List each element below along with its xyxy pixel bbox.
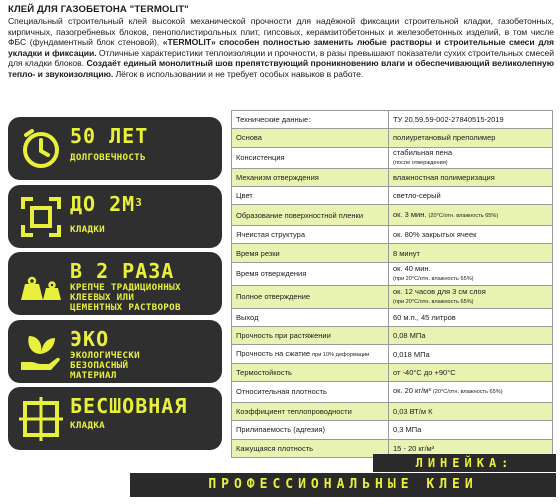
spec-row <box>232 186 553 204</box>
spec-key <box>232 381 389 402</box>
spec-value-text: 8 минут <box>393 248 420 258</box>
spec-key-text: Консистенция <box>236 153 285 163</box>
spec-key <box>232 327 389 345</box>
spec-value <box>389 421 553 439</box>
spec-row <box>232 308 553 326</box>
spec-value-text: ок. 12 часов для 3 см слоя <box>393 286 486 296</box>
spec-key <box>232 205 389 226</box>
card-headline: БЕСШОВНАЯ <box>70 394 188 418</box>
spec-row <box>232 421 553 439</box>
spec-key <box>232 186 389 204</box>
spec-value <box>389 205 553 226</box>
spec-value <box>389 244 553 262</box>
spec-row <box>232 244 553 262</box>
spec-row <box>232 285 553 308</box>
card-headline-sup: 3 <box>135 195 143 209</box>
spec-row <box>232 402 553 420</box>
card-caption-line-2: БЕЗОПАСНЫЙ <box>70 359 129 371</box>
spec-value-text: 0,08 МПа <box>393 331 426 341</box>
spec-value-text: от -40°С до +90°С <box>393 367 456 377</box>
spec-value-text: 0,03 ВТ/м К <box>393 407 433 417</box>
card-caption-line-1: КРЕПЧЕ ТРАДИЦИОННЫХ <box>70 282 181 293</box>
card-caption: ДОЛГОВЕЧНОСТЬ <box>70 152 146 163</box>
spec-key <box>232 363 389 381</box>
spec-value-text: ок. 40 мин. <box>393 263 431 273</box>
spec-key <box>232 226 389 244</box>
spec-key-text: Механизм отверждения <box>236 172 319 182</box>
feature-card-eco <box>8 320 222 383</box>
card-headline: В 2 РАЗА <box>70 259 175 283</box>
card-headline <box>70 193 143 215</box>
spec-header-row <box>232 111 553 129</box>
spec-value <box>389 363 553 381</box>
feature-cards <box>8 117 222 455</box>
card-caption: КЛАДКА <box>70 420 105 431</box>
spec-value-note: (20°C/отн. влажность 65%) <box>432 389 503 396</box>
feature-card-coverage <box>8 185 222 248</box>
spec-key-text: Образование поверхностной пленки <box>236 210 364 220</box>
spec-key <box>232 168 389 186</box>
feature-card-durability <box>8 117 222 180</box>
spec-value-text: 60 м.п., 45 литров <box>393 312 456 322</box>
spec-key <box>232 147 389 168</box>
spec-value <box>389 327 553 345</box>
spec-row <box>232 129 553 147</box>
spec-value-note: (20°C/отн. влажность 65%) <box>428 212 499 219</box>
spec-key <box>232 345 389 363</box>
spec-key <box>232 262 389 285</box>
product-title: КЛЕЙ ДЛЯ ГАЗОБЕТОНА "TERMOLIT" <box>8 4 189 15</box>
feature-card-strength <box>8 252 222 315</box>
spec-row <box>232 345 553 363</box>
spec-row <box>232 205 553 226</box>
seamless-grid-icon <box>17 395 65 443</box>
card-caption-line-3: ЦЕМЕНТНЫХ РАСТВОРОВ <box>70 302 181 313</box>
spec-key-note: при 10% деформации <box>312 351 370 358</box>
banner-line-name: ПРОФЕССИОНАЛЬНЫЕ КЛЕИ <box>130 473 556 497</box>
spec-header-key: Технические данные: <box>232 111 389 129</box>
spec-key-text: Прочность при растяжении <box>236 331 331 341</box>
spec-value-text: ок. 20 кг/м³ <box>393 386 431 396</box>
spec-value <box>389 402 553 420</box>
spec-value <box>389 129 553 147</box>
spec-value <box>389 186 553 204</box>
intro-block <box>8 4 554 80</box>
spec-key <box>232 402 389 420</box>
spec-value <box>389 308 553 326</box>
banner-line-label: ЛИНЕЙКА: <box>373 454 556 472</box>
spec-value-text: ок. 3 мин. <box>393 209 427 219</box>
spec-value-note: (при 20°C/отн. влажность 65%) <box>393 298 474 305</box>
spec-key-text: Ячеистая структура <box>236 230 306 240</box>
spec-key-text: Коэффициент теплопроводности <box>236 407 352 417</box>
spec-value-text: ок. 80% закрытых ячеек <box>393 230 477 240</box>
card-caption: КЛАДКИ <box>70 223 105 235</box>
spec-key <box>232 421 389 439</box>
description-part-4: Создаёт единый монолитный шов препятствующий проникновению влаги и обеспечивающий великолепную тепло- и звукоизоляцию. <box>8 58 554 79</box>
card-caption-line-1: ЭКОЛОГИЧЕСКИ <box>70 349 140 361</box>
feature-card-seamless <box>8 387 222 450</box>
card-caption-line-3: МАТЕРИАЛ <box>70 369 117 381</box>
spec-value-note: (после отверждения) <box>393 159 448 166</box>
spec-value <box>389 262 553 285</box>
spec-value <box>389 381 553 402</box>
weights-icon <box>17 260 65 308</box>
spec-key-text: Термостойкость <box>236 367 292 377</box>
spec-value-text: светло-серый <box>393 191 441 201</box>
card-headline-text: ДО 2М <box>70 191 136 216</box>
eco-hand-icon <box>17 328 65 376</box>
spec-key-text: Время резки <box>236 248 280 258</box>
spec-key-text: Прилипаемость (адгезия) <box>236 425 326 435</box>
spec-value-text: стабильная пена <box>393 147 453 157</box>
spec-key <box>232 129 389 147</box>
card-caption-line-2: КЛЕЕВЫХ ИЛИ <box>70 292 135 303</box>
spec-row <box>232 147 553 168</box>
spec-value <box>389 285 553 308</box>
spec-row <box>232 381 553 402</box>
spec-row <box>232 327 553 345</box>
spec-key <box>232 244 389 262</box>
spec-value <box>389 147 553 168</box>
card-headline: ЭКО <box>70 326 110 351</box>
spec-key-text: Выход <box>236 312 259 322</box>
product-line-banner <box>130 454 556 500</box>
product-description <box>8 16 554 80</box>
spec-value <box>389 226 553 244</box>
spec-value-text: полиуретановый преполимер <box>393 133 496 143</box>
spec-row <box>232 363 553 381</box>
spec-key <box>232 308 389 326</box>
technical-specs-table <box>231 110 553 458</box>
spec-key <box>232 285 389 308</box>
spec-value <box>389 168 553 186</box>
card-headline: 50 ЛЕТ <box>70 124 149 148</box>
spec-value-text: влажностная полимеризация <box>393 172 495 182</box>
spec-value-text: 0,018 МПа <box>393 349 430 359</box>
spec-key-text: Кажущаяся плотность <box>236 443 314 453</box>
spec-value-text: 0,3 МПа <box>393 425 422 435</box>
clock-icon <box>17 125 65 173</box>
spec-value-note: (при 20°C/отн. влажность 65%) <box>393 275 474 282</box>
spec-value-text: 15 - 20 кг/м³ <box>393 443 435 453</box>
expand-square-icon <box>17 193 65 241</box>
description-part-3: Отличные характеристики теплоизоляции и прочности, в разы превышают показатели сухих строительных смесей для кладки блоков. <box>8 47 554 69</box>
spec-row <box>232 226 553 244</box>
spec-key-text: Основа <box>236 133 262 143</box>
spec-row <box>232 168 553 186</box>
spec-header-value: ТУ 20.59.59-002-27840515-2019 <box>389 111 553 129</box>
spec-key-text: Прочность на сжатие <box>236 348 311 358</box>
spec-row <box>232 262 553 285</box>
description-part-2: «TERMOLIT» способен полностью заменить любые растворы и строительные смеси для укладки и фиксации. <box>8 37 554 58</box>
spec-value <box>389 345 553 363</box>
spec-key-text: Относительная плотность <box>236 387 327 397</box>
spec-key-text: Время отверждения <box>236 269 307 279</box>
spec-key-text: Полное отверждение <box>236 292 311 302</box>
description-part-1: Специальный строительный клей высокой механической прочности для надёжной фиксации строительной кладки, газобетонных, кирпичных, пазогребневых блоков, пенополистирольных плит, гипсовых, керамзитобетонных и железобетонных изделий, в том числе ФБС (фундаментный блок стеновой). <box>8 16 554 48</box>
spec-key-text: Цвет <box>236 191 253 201</box>
description-part-5: Лёгок в использовании и не требует особых навыков в работе. <box>115 68 364 79</box>
